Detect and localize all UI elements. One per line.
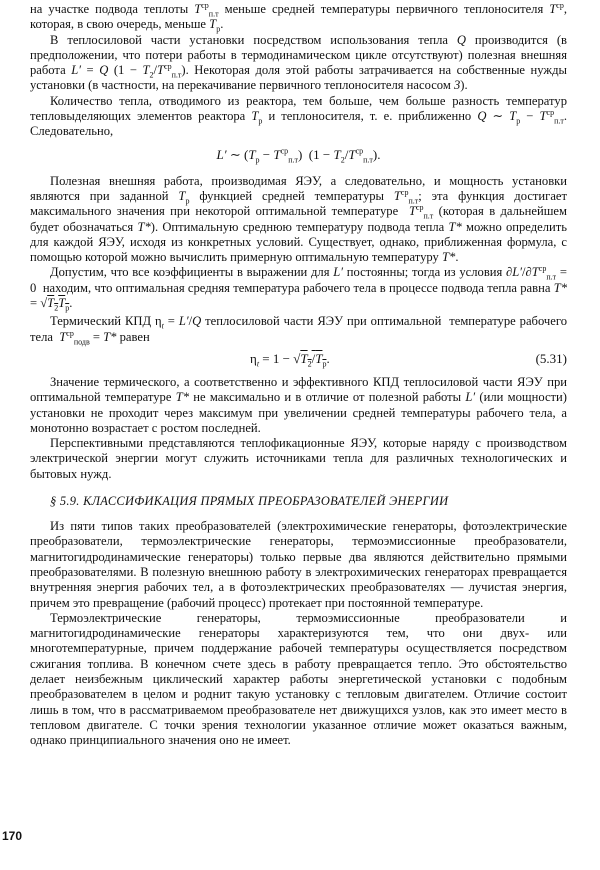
paragraph-work: В теплосиловой части установки посредством использования тепла Q производится (в предположении, что потери работы в термодинамическом цикле отсутствуют) полезная внешняя работа L′ = Q $(1 - T_2/T^{ср}_{п.т})$. Некоторая доля этой работы затрачивается на собственные нужды установки (в частности, на перекачивание первичного теплоносителя насосом 3). [30, 32, 567, 93]
paragraph-efficiency: Термический КПД $\eta_t = L'/Q$ теплосиловой части ЯЭУ при оптимальной температуре рабочего тела $T^{ср}_{подв} = T*$ равен [30, 314, 567, 347]
paragraph-heat: Количество тепла, отводимого из реактора, тем больше, чем больше разность температур тепловыделяющих элементов реактора $T_р$ и теплоносителя, т. е. приближенно Q ∼ $T_р - T^{ср}_{п.т}$. Следовательно, [30, 93, 568, 139]
section-heading: § 5.9. КЛАССИФИКАЦИЯ ПРЯМЫХ ПРЕОБРАЗОВАТЕЛЕЙ ЭНЕРГИИ [50, 494, 449, 509]
equation-5-31: $\eta_t = 1 - √T_2/T_р$. (5.31) [250, 350, 567, 369]
paragraph-types: Из пяти типов таких преобразователей (электрохимические генераторы, фотоэлектрические преобразователи, термоэлектрические генераторы, термоэмиссионные преобразователи, магнитогидродинамические генераторы) только первые два являются действительно прямыми преобразователями. В полезную внешнюю работу в электрохимических генераторах превращается внутренняя энергия рабочих тел, а в фотоэлектрических преобразователях — лучистая энергия, причем это превращение (рабочий процесс) протекает при постоянной температуре. [30, 519, 567, 610]
paragraph-useful-work: Полезная внешняя работа, производимая ЯЭУ, а следовательно, и мощность установки являются при заданной $T_р$ функцией средней температуры $T^{ср}_{п.т}$; эта функция достигает максимального значения при некоторой оптимальной температуре $T^{ср}_{п.т}$ (которая в дальнейшем будет обозначаться T*). Оптимальную среднюю температуру подвода тепла T* можно определить для каждой ЯЭУ, исходя из конкретных условий. Существует, однако, приближенная формула, с помощью которой можно вычислить примерную оптимальную температуру T*. [30, 173, 567, 265]
paragraph-thermal-value: Значение термического, а соответственно и эффективного КПД теплосиловой части ЯЭУ при оптимальной температуре T* не максимально и в отличие от полезной работы L′ (или мощности) установки не проходит через максимум при увеличении средней температуры рабочего тела, а монотонно возрастает с ростом последней. [30, 374, 567, 435]
paragraph-prospective: Перспективными представляются теплофикационные ЯЭУ, которые наряду с производством электрической энергии могут служить источниками тепла для различных технологических и бытовых нужд. [30, 436, 567, 481]
page-number: 170 [2, 829, 23, 843]
equation-l-prime: L′ ∼ $(T_р - T^{ср}_{п.т}) (1 - T_2/T^{ср}_{п.т})$. [216, 146, 381, 165]
page-body [30, 0, 567, 748]
paragraph-thermoelectric: Термоэлектрические генераторы, термоэмиссионные преобразователи и магнитогидродинамические генераторы характеризуются тем, что они двух- или многотемпературные, причем поддержание рабочей температуры осуществляется посредством сжигания топлива. В конечном счете здесь в работу превращается тепло. Это обстоятельство делает неизбежным циклический характер работы энергетической установки с подобным преобразователем в целом и роднит такую установку с тепловым двигателем. Отличие состоит лишь в том, что в рассматриваемом преобразователе нет движущихся узлов, как это имеет место в тепловом двигателе. С точки зрения технологии указанное отличие может оказаться важным, однако принципиального значения оно не имеет. [30, 610, 567, 748]
paragraph-cont: на участке подвода теплоты $T^{ср}_{п.т}$ меньше средней температуры первичного теплоносителя $T^{ср}$, которая, в свою очередь, меньше $T_р$. [30, 0, 568, 34]
paragraph-optimal: Допустим, что все коэффициенты в выражении для L′ постоянны; тогда из условия $\partial L'/\partial T^{ср}_{п.т} = 0$ находим, что оптимальная средняя температура рабочего тела в процессе подвода тепла равна $T* = √T_2T_р$. [30, 264, 567, 313]
equation-number: (5.31) [535, 350, 567, 366]
